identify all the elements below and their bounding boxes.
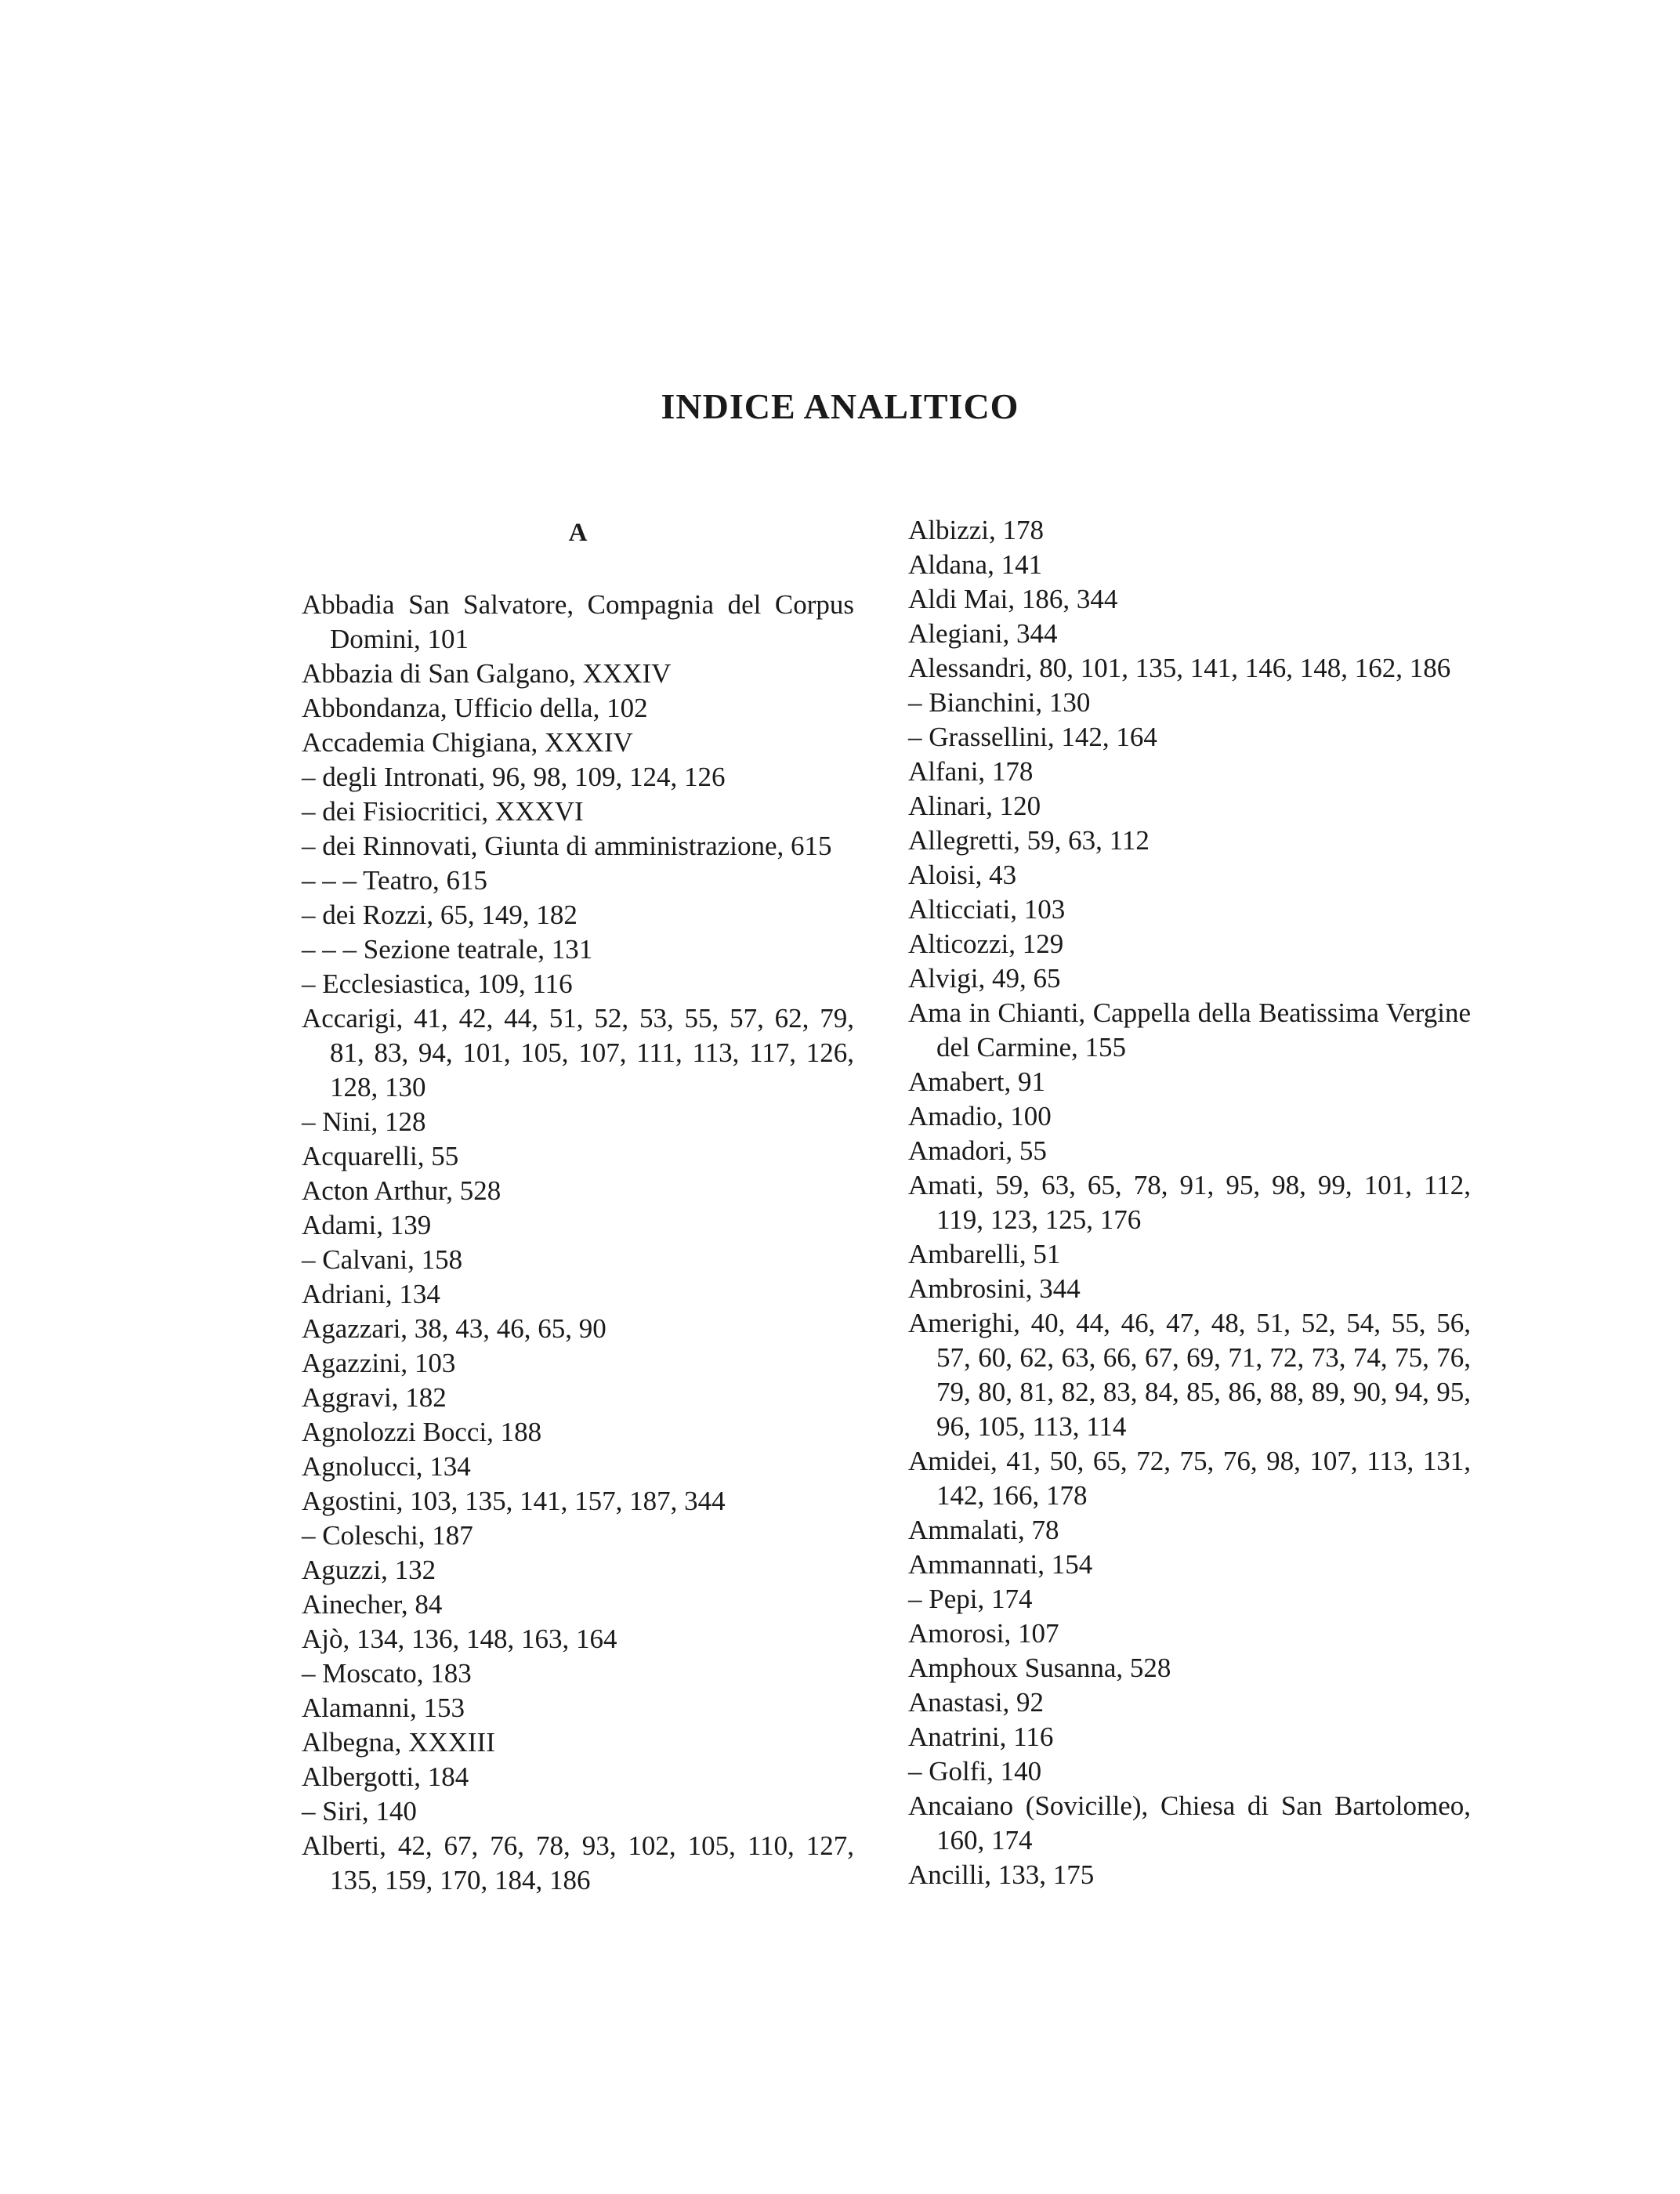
index-entry: Ammalati, 78 xyxy=(908,1515,1059,1545)
index-entry: Amabert, 91 xyxy=(908,1066,1045,1097)
index-column-left xyxy=(302,588,854,1898)
index-entry: – Ecclesiastica, 109, 116 xyxy=(302,968,573,999)
index-entry: – Golfi, 140 xyxy=(908,1756,1042,1787)
index-entry: – dei Rozzi, 65, 149, 182 xyxy=(302,900,578,930)
index-entry: – dei Rinnovati, Giunta di amministrazione, 615 xyxy=(302,831,832,861)
index-entry: – – – Sezione teatrale, 131 xyxy=(302,934,593,965)
index-entry: Agazzini, 103 xyxy=(302,1348,456,1378)
index-entry: Aldi Mai, 186, 344 xyxy=(908,584,1118,614)
index-entry: Aloisi, 43 xyxy=(908,860,1017,890)
index-entry: – Pepi, 174 xyxy=(908,1584,1033,1614)
index-entry: Ammannati, 154 xyxy=(908,1549,1093,1580)
index-entry: Accarigi, 41, 42, 44, 51, 52, 53, 55, 57, 62, 79, 81, 83, 94, 101, 105, 107, 111, 113, 117, 126, 128, 130 xyxy=(302,1003,854,1102)
index-entry: Alamanni, 153 xyxy=(302,1693,465,1723)
index-entry: Amphoux Susanna, 528 xyxy=(908,1653,1171,1683)
index-entry: Alvigi, 49, 65 xyxy=(908,963,1061,994)
index-entry: – Moscato, 183 xyxy=(302,1658,472,1689)
index-entry: Alticozzi, 129 xyxy=(908,929,1064,959)
index-entry: Abbondanza, Ufficio della, 102 xyxy=(302,693,648,723)
index-entry: Ambrosini, 344 xyxy=(908,1273,1081,1304)
index-entry: – degli Intronati, 96, 98, 109, 124, 126 xyxy=(302,762,726,792)
index-entry: Abbadia San Salvatore, Compagnia del Corpus Domini, 101 xyxy=(302,589,854,654)
index-entry: Alessandri, 80, 101, 135, 141, 146, 148, 162, 186 xyxy=(908,653,1451,683)
index-entry: Accademia Chigiana, XXXIV xyxy=(302,727,633,758)
index-entry: – Grassellini, 142, 164 xyxy=(908,722,1157,752)
index-entry: Amorosi, 107 xyxy=(908,1618,1059,1649)
index-entry: Ajò, 134, 136, 148, 163, 164 xyxy=(302,1624,617,1654)
index-entry: – – – Teatro, 615 xyxy=(302,865,488,896)
index-entry: Acquarelli, 55 xyxy=(302,1141,459,1171)
index-entry: Albegna, XXXIII xyxy=(302,1727,495,1758)
index-entry: – Siri, 140 xyxy=(302,1796,417,1827)
index-entry: Amerighi, 40, 44, 46, 47, 48, 51, 52, 54, 55, 56, 57, 60, 62, 63, 66, 67, 69, 71, 72, 73, 74, 75, 76, 79, 80, 81, 82, 83, 84, 85, 86, 88, 89, 90, 94, 95, 96, 105, 113, 114 xyxy=(908,1308,1471,1442)
index-column-right xyxy=(908,513,1471,1892)
index-entry: Albizzi, 178 xyxy=(908,515,1045,545)
index-entry: Agnolucci, 134 xyxy=(302,1451,471,1482)
index-entry: Ancilli, 133, 175 xyxy=(908,1859,1095,1890)
index-entry: Amati, 59, 63, 65, 78, 91, 95, 98, 99, 101, 112, 119, 123, 125, 176 xyxy=(908,1170,1471,1235)
index-entry: Amadori, 55 xyxy=(908,1135,1047,1166)
index-entry: Anatrini, 116 xyxy=(908,1722,1054,1752)
index-entry: Alinari, 120 xyxy=(908,791,1041,821)
index-entry: Agnolozzi Bocci, 188 xyxy=(302,1417,542,1447)
index-entry: Alfani, 178 xyxy=(908,756,1034,787)
index-entry: – Calvani, 158 xyxy=(302,1244,463,1275)
index-entry: – Coleschi, 187 xyxy=(302,1520,473,1551)
index-entry: Ainecher, 84 xyxy=(302,1589,443,1620)
index-entry: Agostini, 103, 135, 141, 157, 187, 344 xyxy=(302,1486,726,1516)
index-entry: – dei Fisiocritici, XXXVI xyxy=(302,796,584,827)
index-entry: Allegretti, 59, 63, 112 xyxy=(908,825,1150,856)
index-entry: Anastasi, 92 xyxy=(908,1687,1045,1718)
index-entry: Alberti, 42, 67, 76, 78, 93, 102, 105, 110, 127, 135, 159, 170, 184, 186 xyxy=(302,1830,854,1895)
index-entry: Albergotti, 184 xyxy=(302,1761,469,1792)
section-letter-heading: A xyxy=(568,519,588,547)
index-entry: Abbazia di San Galgano, XXXIV xyxy=(302,658,672,689)
index-entry: Aldana, 141 xyxy=(908,549,1043,580)
index-entry: Aguzzi, 132 xyxy=(302,1555,436,1585)
index-entry: Ambarelli, 51 xyxy=(908,1239,1061,1269)
index-entry: Ancaiano (Sovicille), Chiesa di San Bartolomeo, 160, 174 xyxy=(908,1790,1471,1855)
page-title: INDICE ANALITICO xyxy=(661,386,1019,426)
index-entry: Alegiani, 344 xyxy=(908,618,1058,649)
index-entry: Agazzari, 38, 43, 46, 65, 90 xyxy=(302,1313,606,1344)
index-entry: Aggravi, 182 xyxy=(302,1382,447,1413)
index-entry: Acton Arthur, 528 xyxy=(302,1175,501,1206)
index-entry: – Bianchini, 130 xyxy=(908,687,1091,718)
index-entry: Alticciati, 103 xyxy=(908,894,1066,925)
index-entry: Amidei, 41, 50, 65, 72, 75, 76, 98, 107, 113, 131, 142, 166, 178 xyxy=(908,1446,1471,1511)
index-entry: Adriani, 134 xyxy=(302,1279,440,1309)
index-entry: Amadio, 100 xyxy=(908,1101,1052,1131)
index-entry: Ama in Chianti, Cappella della Beatissima Vergine del Carmine, 155 xyxy=(908,997,1471,1063)
index-entry: Adami, 139 xyxy=(302,1210,432,1240)
index-entry: – Nini, 128 xyxy=(302,1106,426,1137)
